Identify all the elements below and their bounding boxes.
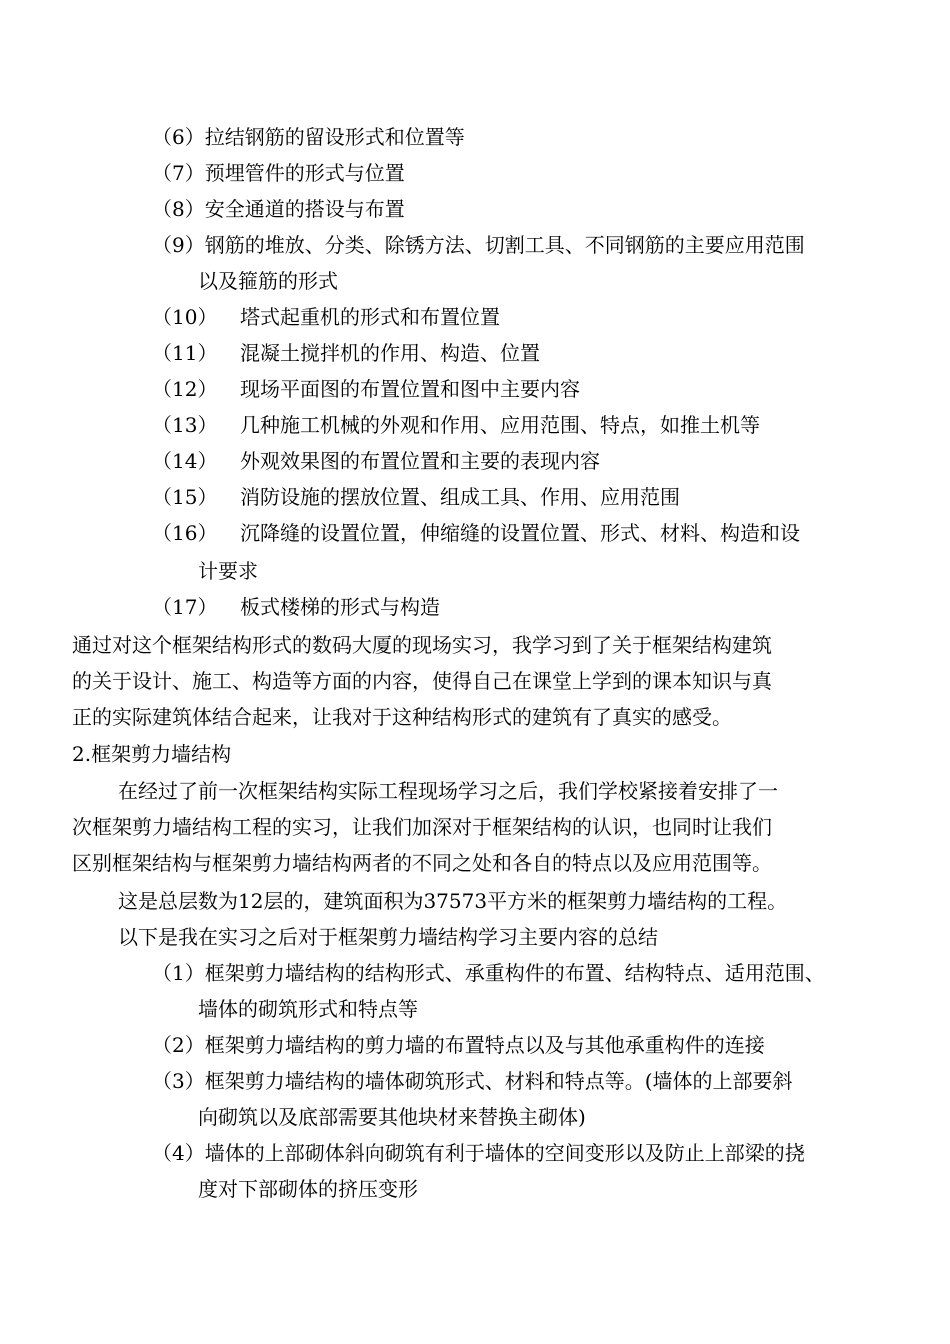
section-heading: 2.框架剪力墙结构 (72, 742, 232, 766)
list-item-number: （16） (152, 521, 218, 545)
list-item-text: 几种施工机械的外观和作用、应用范围、特点，如推土机等 (240, 413, 760, 437)
list-item-number: （8） (152, 197, 205, 221)
list-item-6 (152, 124, 465, 150)
list-item-text: 消防设施的摆放位置、组成工具、作用、应用范围 (240, 485, 680, 509)
paragraph-1-line-3: 区别框架结构与框架剪力墙结构两者的不同之处和各自的特点以及应用范围等。 (72, 851, 772, 875)
list-item-number: （2） (152, 1033, 205, 1057)
paragraph-3: 以下是我在实习之后对于框架剪力墙结构学习主要内容的总结 (118, 925, 658, 949)
list-item-15 (152, 484, 680, 510)
list-item-number: （7） (152, 161, 205, 185)
list-item-12 (152, 376, 580, 402)
list-b-item-1 (152, 960, 825, 986)
list-item-text: 外观效果图的布置位置和主要的表现内容 (240, 449, 600, 473)
list-item-text: 现场平面图的布置位置和图中主要内容 (240, 377, 580, 401)
list-item-number: （11） (152, 341, 218, 365)
list-item-16 (152, 520, 800, 546)
list-item-number: （15） (152, 485, 218, 509)
list-item-text: 塔式起重机的形式和布置位置 (240, 305, 500, 329)
list-item-text: 拉结钢筋的留设形式和位置等 (204, 125, 465, 149)
list-item-text: 框架剪力墙结构的结构形式、承重构件的布置、结构特点、适用范围、 (204, 961, 825, 985)
paragraph-1-line-1: 在经过了前一次框架结构实际工程现场学习之后，我们学校紧接着安排了一 (118, 779, 778, 803)
list-item-number: （9） (152, 233, 205, 257)
list-item-13 (152, 412, 760, 438)
list-item-10 (152, 304, 500, 330)
list-item-text: 框架剪力墙结构的墙体砌筑形式、材料和特点等。(墙体的上部要斜 (204, 1069, 793, 1093)
list-b-item-4 (152, 1140, 805, 1166)
list-b-item-2 (152, 1032, 765, 1058)
list-item-text: 安全通道的搭设与布置 (204, 197, 405, 221)
list-item-text: 混凝土搅拌机的作用、构造、位置 (240, 341, 540, 365)
list-item-16-continuation: 计要求 (198, 559, 258, 583)
paragraph-1-line-2: 次框架剪力墙结构工程的实习，让我们加深对于框架结构的认识，也同时让我们 (72, 815, 772, 839)
list-item-number: （3） (152, 1069, 205, 1093)
paragraph-2: 这是总层数为12层的，建筑面积为37573平方米的框架剪力墙结构的工程。 (118, 889, 788, 913)
list-item-text: 沉降缝的设置位置，伸缩缝的设置位置、形式、材料、构造和设 (240, 521, 800, 545)
list-item-14 (152, 448, 600, 474)
list-item-number: （4） (152, 1141, 205, 1165)
list-item-8 (152, 196, 405, 222)
list-item-text: 钢筋的堆放、分类、除锈方法、切割工具、不同钢筋的主要应用范围 (204, 233, 805, 257)
list-item-number: （13） (152, 413, 218, 437)
summary-line-2: 的关于设计、施工、构造等方面的内容，使得自己在课堂上学到的课本知识与真 (72, 669, 772, 693)
list-item-text: 预埋管件的形式与位置 (204, 161, 405, 185)
list-b-item-3 (152, 1068, 793, 1094)
list-item-number: （1） (152, 961, 205, 985)
list-item-number: （17） (152, 595, 218, 619)
summary-line-3: 正的实际建筑体结合起来，让我对于这种结构形式的建筑有了真实的感受。 (72, 705, 732, 729)
list-b-item-1-continuation: 墙体的砌筑形式和特点等 (198, 997, 418, 1021)
list-item-number: （10） (152, 305, 218, 329)
list-item-text: 板式楼梯的形式与构造 (240, 595, 440, 619)
list-b-item-4-continuation: 度对下部砌体的挤压变形 (198, 1177, 418, 1201)
list-item-9-continuation: 以及箍筋的形式 (198, 269, 338, 293)
list-item-number: （14） (152, 449, 218, 473)
list-b-item-3-continuation: 向砌筑以及底部需要其他块材来替换主砌体) (198, 1105, 586, 1129)
list-item-number: （12） (152, 377, 218, 401)
list-item-text: 框架剪力墙结构的剪力墙的布置特点以及与其他承重构件的连接 (204, 1033, 765, 1057)
summary-line-1: 通过对这个框架结构形式的数码大厦的现场实习，我学习到了关于框架结构建筑 (72, 633, 772, 657)
list-item-number: （6） (152, 125, 205, 149)
list-item-9 (152, 232, 805, 258)
list-item-11 (152, 340, 540, 366)
list-item-17 (152, 594, 440, 620)
list-item-7 (152, 160, 405, 186)
list-item-text: 墙体的上部砌体斜向砌筑有利于墙体的空间变形以及防止上部梁的挠 (204, 1141, 805, 1165)
